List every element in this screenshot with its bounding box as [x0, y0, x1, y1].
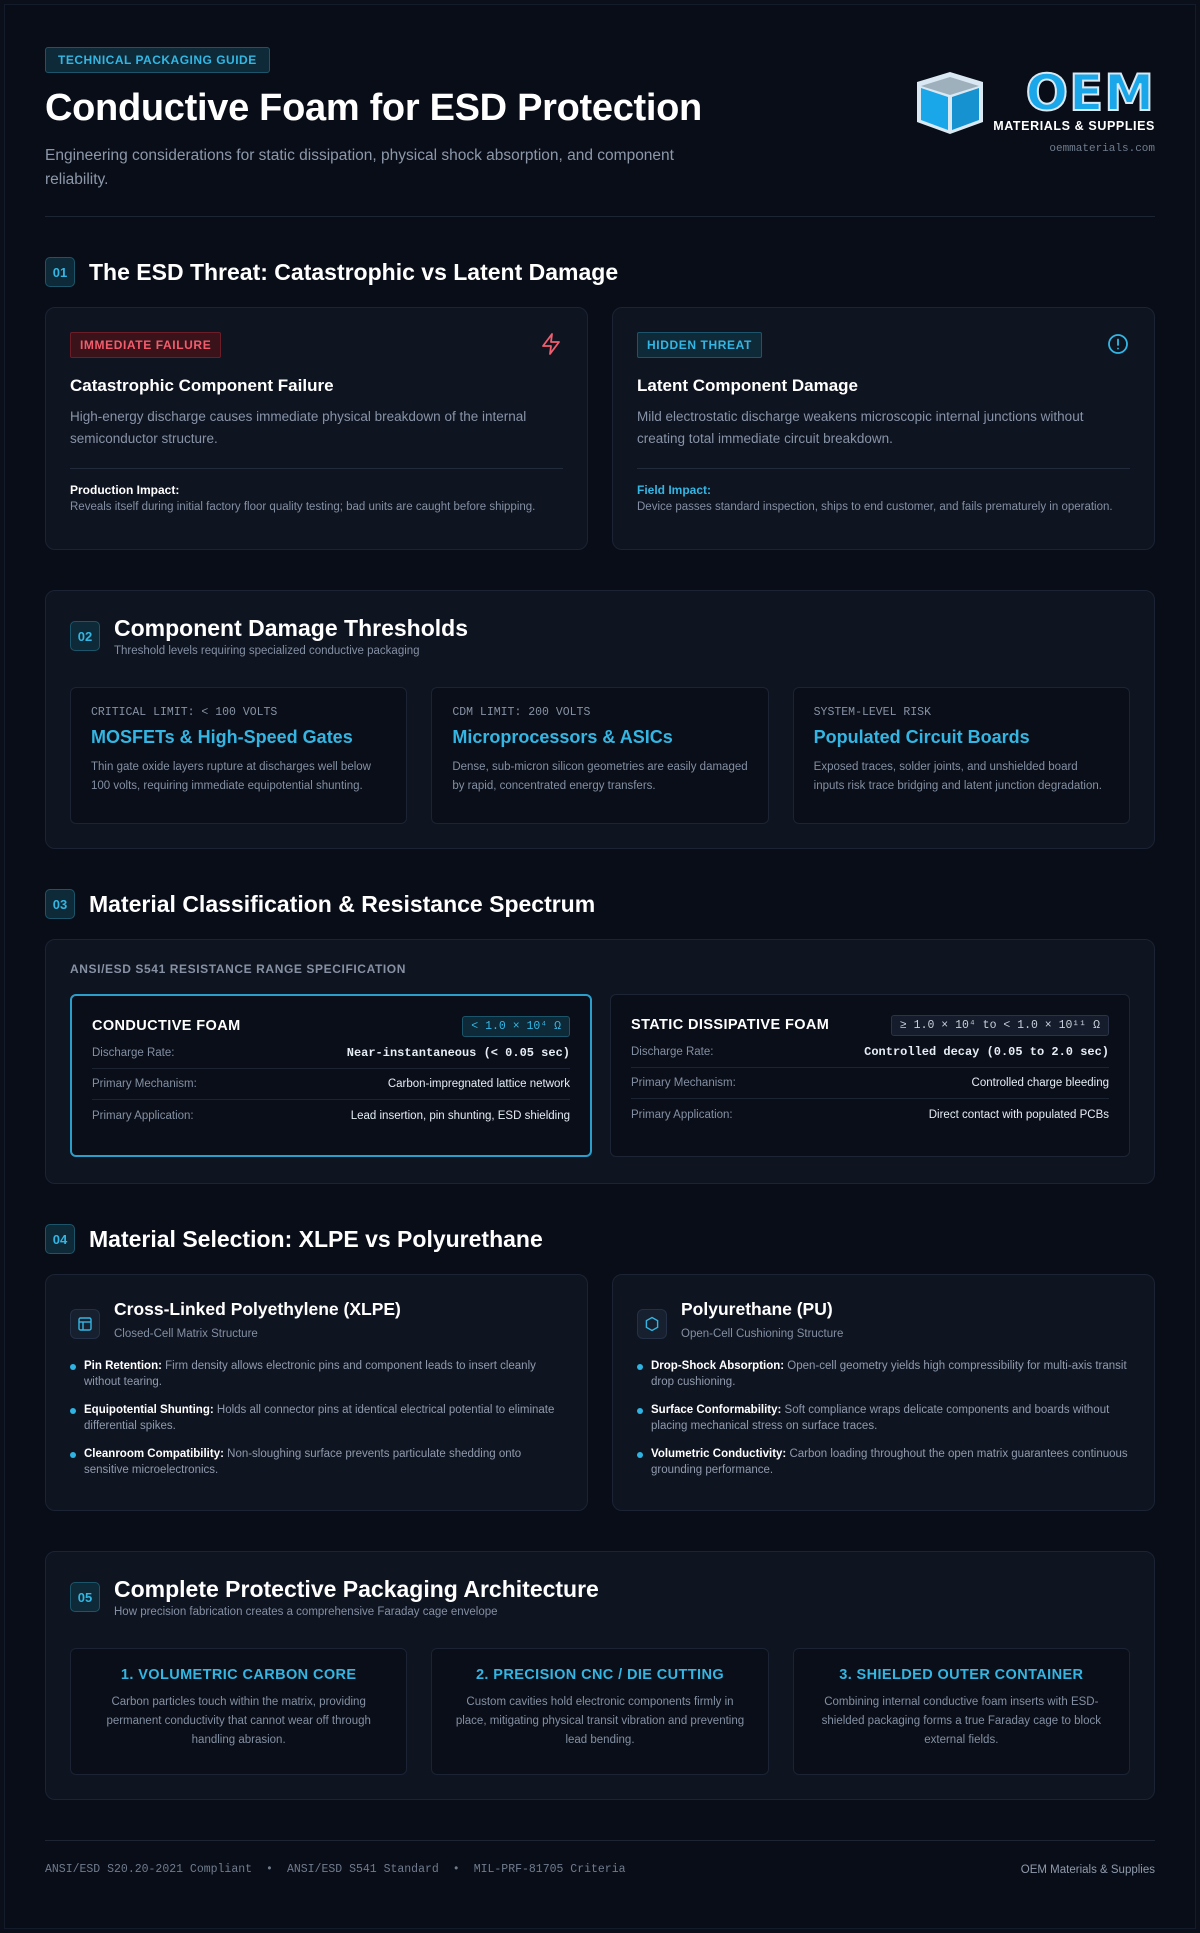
standard-item: ANSI/ESD S20.20-2021 Compliant	[45, 1863, 253, 1876]
impact-block	[637, 468, 1130, 513]
guide-badge: TECHNICAL PACKAGING GUIDE	[45, 47, 270, 73]
threshold-label: CRITICAL LIMIT: < 100 VOLTS	[91, 706, 278, 719]
section-esd-threat	[45, 257, 1155, 550]
material-name: STATIC DISSIPATIVE FOAM	[631, 1017, 830, 1033]
list-item: Equipotential Shunting: Holds all connector pins at identical electrical potential to eliminate differential spikes.	[70, 1402, 563, 1434]
spec-value: Controlled decay (0.05 to 2.0 sec)	[864, 1045, 1109, 1059]
section-subtitle: How precision fabrication creates a comprehensive Faraday cage envelope	[114, 1606, 498, 1618]
page	[4, 4, 1196, 1929]
architecture-title: 2. PRECISION CNC / DIE CUTTING	[475, 1667, 725, 1683]
architecture-card-cnc-cutting	[431, 1648, 768, 1775]
architecture-text: Carbon particles touch within the matrix, providing permanent conductivity that cannot wear off through handling abrasion.	[106, 1696, 371, 1746]
impact-block	[70, 468, 563, 513]
architecture-card-carbon-core	[70, 1648, 407, 1775]
section-packaging-architecture	[45, 1551, 1155, 1800]
spec-key: Primary Application:	[631, 1108, 733, 1121]
threat-tag: HIDDEN THREAT	[637, 332, 762, 358]
feature-list	[637, 1358, 1130, 1478]
latent-damage-card	[612, 307, 1155, 550]
dissipative-foam-card	[610, 994, 1130, 1157]
list-item: Drop-Shock Absorption: Open-cell geometry yields high compressibility for multi-axis transit drop cushioning.	[637, 1358, 1130, 1390]
architecture-text: Combining internal conductive foam inserts with ESD-shielded packaging forms a true Faraday cage to block external fields.	[821, 1696, 1101, 1746]
xlpe-card	[45, 1274, 588, 1511]
section-title: Component Damage Thresholds	[114, 615, 468, 641]
section-title: Complete Protective Packaging Architecture	[114, 1576, 599, 1602]
section-number: 01	[45, 257, 75, 287]
impact-label: Field Impact:	[637, 483, 712, 497]
architecture-title: 1. VOLUMETRIC CARBON CORE	[120, 1667, 357, 1683]
header-text	[45, 45, 705, 192]
threshold-card-pcbs	[793, 687, 1130, 824]
spec-value: Direct contact with populated PCBs	[928, 1108, 1109, 1121]
threshold-label: SYSTEM-LEVEL RISK	[813, 706, 931, 719]
standard-item: ANSI/ESD S541 Standard	[286, 1863, 439, 1876]
spec-key: Discharge Rate:	[92, 1047, 175, 1059]
spec-key: Primary Application:	[92, 1109, 194, 1122]
hexagon-icon	[637, 1309, 667, 1339]
section-title: Material Selection: XLPE vs Polyurethane	[89, 1225, 543, 1252]
page-subtitle: Engineering considerations for static dissipation, physical shock absorption, and component reliability.	[45, 147, 674, 188]
architecture-title: 3. SHIELDED OUTER CONTAINER	[839, 1667, 1084, 1683]
spec-row	[92, 1100, 570, 1131]
lightning-icon	[539, 332, 563, 356]
section-resistance-spectrum	[45, 889, 1155, 1184]
threshold-card-mosfet	[70, 687, 407, 824]
impact-text: Device passes standard inspection, ships to end customer, and fails prematurely in operation.	[637, 501, 1113, 513]
spec-key: Discharge Rate:	[631, 1046, 714, 1058]
architecture-card-shielded-container	[793, 1648, 1130, 1775]
section-title: The ESD Threat: Catastrophic vs Latent Damage	[89, 258, 619, 285]
section-number: 03	[45, 889, 75, 919]
list-item: Pin Retention: Firm density allows electronic pins and component leads to insert cleanly without tearing.	[70, 1358, 563, 1390]
spec-row	[631, 1068, 1109, 1099]
card-title: Catastrophic Component Failure	[70, 376, 334, 395]
threshold-text: Dense, sub-micron silicon geometries are easily damaged by rapid, concentrated energy transfers.	[452, 761, 748, 792]
cube-logo-icon	[913, 68, 987, 138]
spec-row	[631, 1037, 1109, 1068]
card-description: Mild electrostatic discharge weakens microscopic internal junctions without creating total immediate circuit breakdown.	[637, 409, 1084, 446]
section-subtitle: Threshold levels requiring specialized conductive packaging	[114, 645, 420, 657]
section-number: 04	[45, 1224, 75, 1254]
spec-value: Near-instantaneous (< 0.05 sec)	[346, 1046, 570, 1060]
threshold-text: Thin gate oxide layers rupture at discharges well below 100 volts, requiring immediate equipotential shunting.	[91, 761, 371, 792]
section-title: Material Classification & Resistance Spectrum	[89, 890, 596, 917]
threshold-card-microprocessors	[431, 687, 768, 824]
spec-row	[92, 1069, 570, 1100]
card-title: Latent Component Damage	[637, 376, 859, 395]
material-title: Polyurethane (PU)	[681, 1299, 833, 1319]
resistance-panel-heading: ANSI/ESD S541 RESISTANCE RANGE SPECIFICATION	[70, 962, 407, 976]
card-description: High-energy discharge causes immediate physical breakdown of the internal semiconductor structure.	[70, 409, 527, 446]
list-item: Volumetric Conductivity: Carbon loading throughout the open matrix guarantees continuous grounding performance.	[637, 1446, 1130, 1478]
spec-row	[92, 1038, 570, 1069]
separator: •	[266, 1863, 273, 1876]
threshold-title: Microprocessors & ASICs	[452, 727, 673, 747]
list-item: Surface Conformability: Soft compliance wraps delicate components and boards without placing mechanical stress on surface traces.	[637, 1402, 1130, 1434]
threshold-title: Populated Circuit Boards	[813, 727, 1030, 747]
catastrophic-failure-card	[45, 307, 588, 550]
page-title: Conductive Foam for ESD Protection	[45, 87, 702, 129]
section-damage-thresholds	[45, 590, 1155, 849]
logo-brand: OEM	[1025, 64, 1155, 122]
impact-text: Reveals itself during initial factory floor quality testing; bad units are caught before shipping.	[70, 501, 536, 513]
material-name: CONDUCTIVE FOAM	[92, 1018, 241, 1034]
page-footer	[45, 1840, 1155, 1876]
standard-item: MIL-PRF-81705 Criteria	[473, 1863, 626, 1876]
polyurethane-card	[612, 1274, 1155, 1511]
spec-value: Lead insertion, pin shunting, ESD shielding	[350, 1109, 570, 1122]
material-title: Cross-Linked Polyethylene (XLPE)	[114, 1299, 401, 1319]
feature-list	[70, 1358, 563, 1478]
resistance-badge: < 1.0 × 10⁴ Ω	[462, 1016, 570, 1037]
threshold-label: CDM LIMIT: 200 VOLTS	[452, 706, 591, 719]
section-number: 05	[70, 1582, 100, 1612]
impact-label: Production Impact:	[70, 483, 180, 497]
list-item: Cleanroom Compatibility: Non-sloughing surface prevents particulate shedding onto sensitive microelectronics.	[70, 1446, 563, 1478]
logo-url[interactable]: oemmaterials.com	[1049, 143, 1155, 155]
resistance-badge: ≥ 1.0 × 10⁴ to < 1.0 × 10¹¹ Ω	[891, 1015, 1109, 1036]
spec-row	[631, 1099, 1109, 1130]
spec-key: Primary Mechanism:	[92, 1078, 197, 1090]
footer-company: OEM Materials & Supplies	[1020, 1863, 1155, 1876]
section-number: 02	[70, 621, 100, 651]
conductive-foam-card	[70, 994, 592, 1157]
layout-panel-icon	[70, 1309, 100, 1339]
separator: •	[452, 1863, 460, 1876]
resistance-panel	[45, 939, 1155, 1184]
alert-circle-icon	[1106, 332, 1130, 356]
material-subtitle: Closed-Cell Matrix Structure	[114, 1328, 258, 1340]
architecture-text: Custom cavities hold electronic components firmly in place, mitigating physical transit vibration and preventing lead bending.	[455, 1696, 745, 1746]
failure-tag: IMMEDIATE FAILURE	[70, 332, 221, 358]
spec-value: Controlled charge bleeding	[971, 1077, 1109, 1089]
logo-tagline: MATERIALS & SUPPLIES	[993, 119, 1155, 133]
company-logo[interactable]	[913, 64, 1155, 155]
standards-list	[45, 1863, 626, 1876]
section-material-selection	[45, 1224, 1155, 1511]
threshold-text: Exposed traces, solder joints, and unshielded board inputs risk trace bridging and latent junction degradation.	[813, 761, 1102, 792]
material-subtitle: Open-Cell Cushioning Structure	[681, 1328, 844, 1340]
spec-key: Primary Mechanism:	[631, 1077, 736, 1089]
threshold-title: MOSFETs & High-Speed Gates	[91, 727, 353, 747]
spec-value: Carbon-impregnated lattice network	[387, 1078, 570, 1090]
page-header	[45, 45, 1155, 217]
